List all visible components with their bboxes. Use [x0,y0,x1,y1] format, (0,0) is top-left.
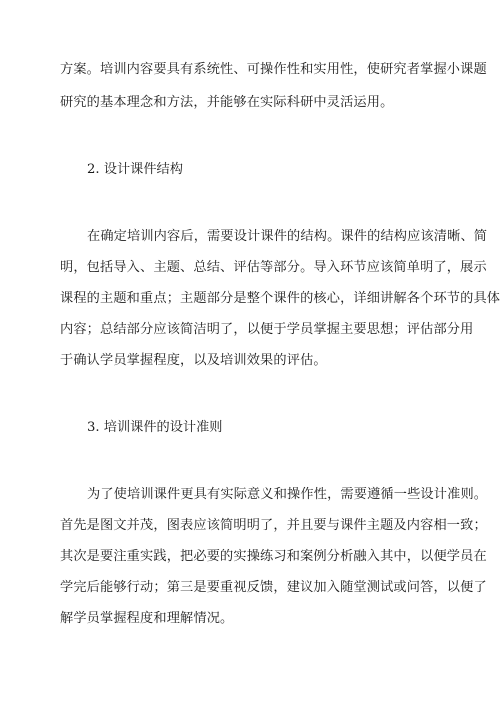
intro-line-2: 研究的基本理念和方法，并能够在实际科研中灵活运用。 [60,95,394,110]
section-3-line-2: 首先是图文并茂，图表应该简明明了，并且要与课件主题及内容相一致； [60,518,487,533]
section-2-line-2: 明，包括导入、主题、总结、评估等部分。导入环节应该简单明了，展示 [60,260,487,275]
section-2-heading: 2. 设计课件结构 [87,162,183,177]
section-3-line-1: 为了使培训课件更具有实际意义和操作性，需要遵循一些设计准则。 [87,487,488,502]
section-3-line-5: 解学员掌握程度和理解情况。 [60,611,234,626]
section-2-line-5: 于确认学员掌握程度，以及培训效果的评估。 [60,353,327,368]
section-3-line-3: 其次是要注重实践，把必要的实操练习和案例分析融入其中，以便学员在 [60,549,487,564]
section-3-heading: 3. 培训课件的设计准则 [87,420,223,435]
intro-line-1: 方案。培训内容要具有系统性、可操作性和实用性，使研究者掌握小课题 [60,62,487,77]
section-2-line-4: 内容；总结部分应该简洁明了，以便于学员掌握主要思想；评估部分用 [60,322,474,337]
section-2-line-3: 课程的主题和重点；主题部分是整个课件的核心，详细讲解各个环节的具体 [60,291,500,306]
section-2-line-1: 在确定培训内容后，需要设计课件的结构。课件的结构应该清晰、简 [87,229,488,244]
section-3-line-4: 学完后能够行动；第三是要重视反馈，建议加入随堂测试或问答，以便了 [60,580,487,595]
